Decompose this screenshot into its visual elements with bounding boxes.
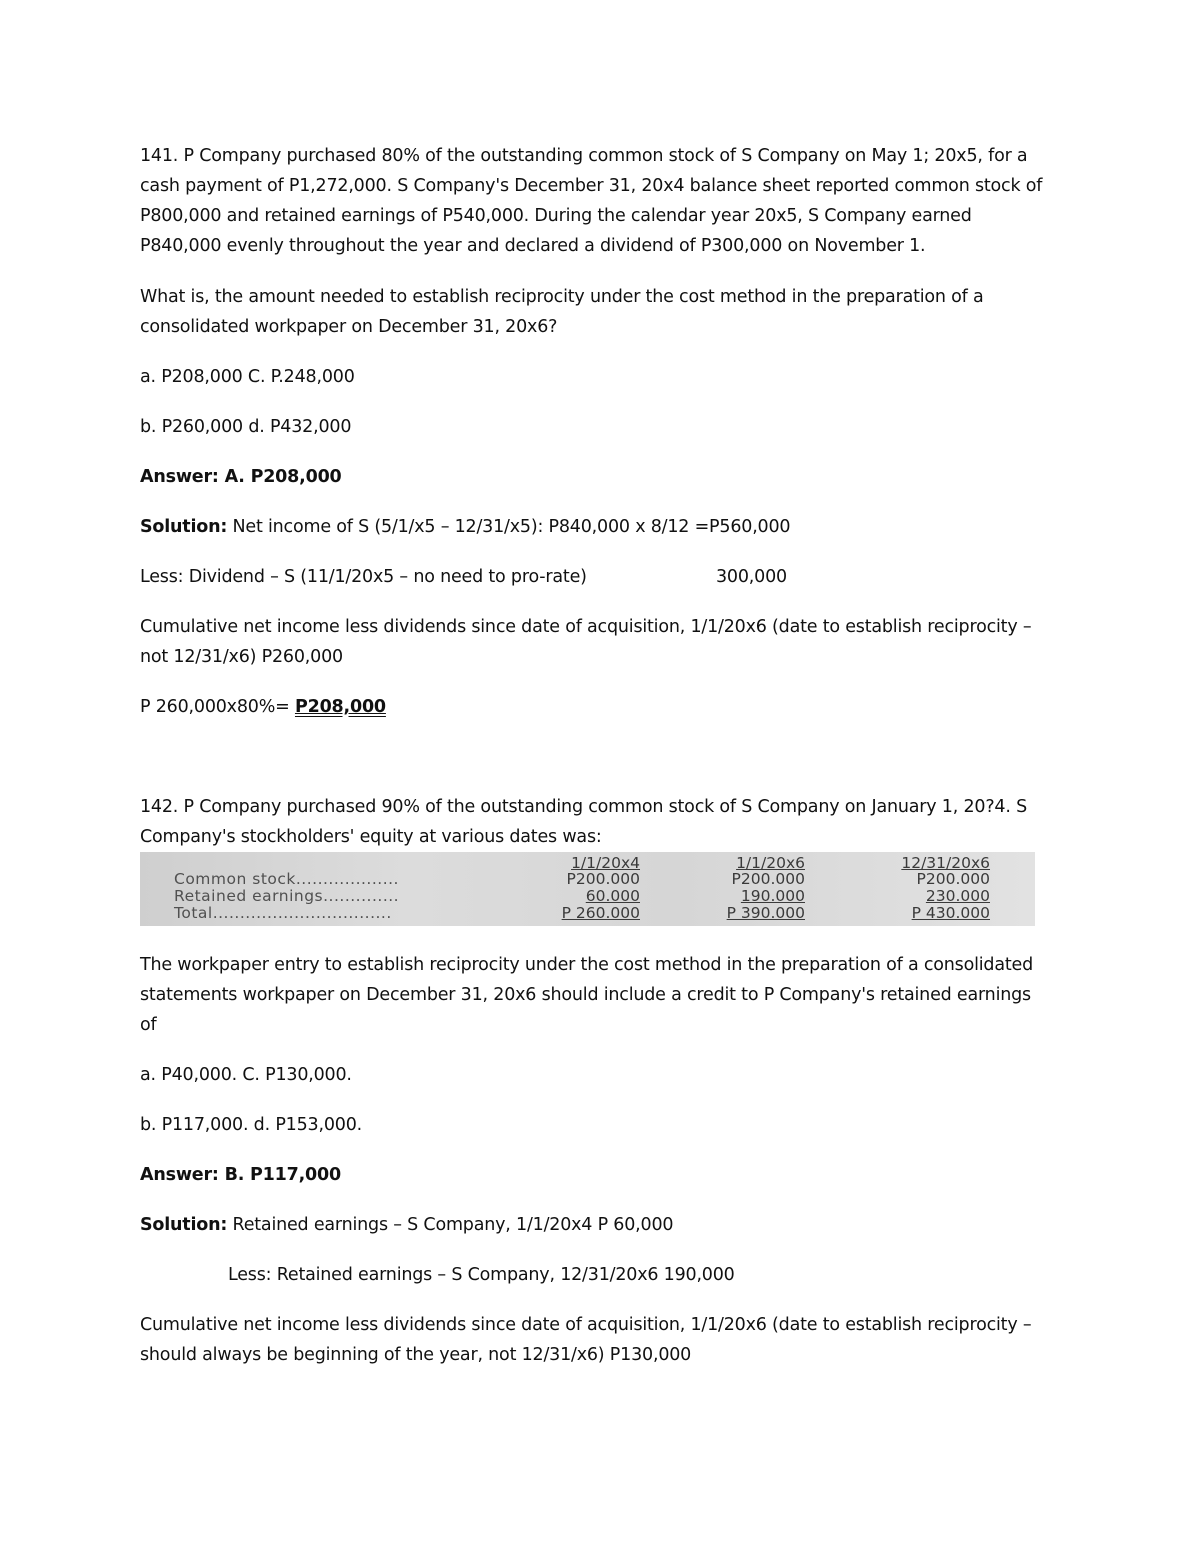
q142-line2: Company's stockholders' equity at various dates was: <box>140 827 602 847</box>
q141-solution-text: Net income of S (5/1/x5 – 12/31/x5): P840,000 x 8/12 =P560,000 <box>232 517 791 537</box>
equity-cell: 190.000 <box>740 887 805 905</box>
q142-choice-bd: b. P117,000. d. P153,000. <box>140 1115 362 1135</box>
q141-solution <box>140 512 1070 542</box>
q141-less-label: Less: Dividend – S (11/1/20x5 – no need to pro-rate) <box>140 567 587 587</box>
q141-calculation <box>140 692 1070 722</box>
q141-cumulative-line1: Cumulative net income less dividends since date of acquisition, 1/1/20x6 (date to establish reciprocity – <box>140 617 1032 637</box>
equity-cell: P200.000 <box>731 870 805 888</box>
q141-cumulative <box>140 612 1070 672</box>
equity-cell: P200.000 <box>566 870 640 888</box>
q142-solution <box>140 1210 1070 1240</box>
q142-choice-ac: a. P40,000. C. P130,000. <box>140 1065 352 1085</box>
q142-question-line1: The workpaper entry to establish reciprocity under the cost method in the preparation of a consolidated <box>140 955 1033 975</box>
equity-row-label: Total................................. <box>174 904 392 922</box>
q141-calc-prefix: P 260,000x80%= <box>140 697 295 717</box>
q141-less-dividend <box>140 562 1070 592</box>
equity-cell: P 260.000 <box>561 904 640 922</box>
equity-row-label: Common stock................... <box>174 870 399 888</box>
q142-less-line: Less: Retained earnings – S Company, 12/31/20x6 190,000 <box>228 1265 735 1285</box>
q142-cumulative <box>140 1310 1070 1370</box>
equity-table-row <box>140 887 1035 905</box>
equity-cell: 230.000 <box>925 887 990 905</box>
q141-choice-bd: b. P260,000 d. P432,000 <box>140 417 352 437</box>
q141-question-line1: What is, the amount needed to establish reciprocity under the cost method in the preparation of a <box>140 287 984 307</box>
q142-cumulative-line2: should always be beginning of the year, not 12/31/x6) P130,000 <box>140 1345 692 1365</box>
equity-row-label: Retained earnings.............. <box>174 887 400 905</box>
q142-question-line3: of <box>140 1015 157 1035</box>
q141-calc-result: P208,000 <box>294 697 386 717</box>
q141-solution-label: Solution: <box>140 517 228 537</box>
q142-cumulative-line1: Cumulative net income less dividends since date of acquisition, 1/1/20x6 (date to establish reciprocity – <box>140 1315 1032 1335</box>
q142-question-line2: statements workpaper on December 31, 20x6 should include a credit to P Company's retained earnings <box>140 985 1031 1005</box>
equity-table-scan <box>140 852 1035 926</box>
equity-cell: 60.000 <box>585 887 640 905</box>
equity-cell: P200.000 <box>916 870 990 888</box>
q141-less-amount: 300,000 <box>716 567 787 587</box>
q141-line3: P800,000 and retained earnings of P540,000. During the calendar year 20x5, S Company earned <box>140 206 972 226</box>
equity-table-row <box>140 904 1035 922</box>
q142-solution-label: Solution: <box>140 1215 228 1235</box>
equity-table-header: 1/1/20x6 <box>736 854 805 872</box>
q141-line4: P840,000 evenly throughout the year and declared a dividend of P300,000 on November 1. <box>140 236 926 256</box>
q142-line1: 142. P Company purchased 90% of the outstanding common stock of S Company on January 1, 20?4. S <box>140 797 1027 817</box>
equity-table-row <box>140 870 1035 888</box>
q141-statement <box>140 141 1070 261</box>
equity-table-header: 1/1/20x4 <box>571 854 640 872</box>
q141-line1: 141. P Company purchased 80% of the outstanding common stock of S Company on May 1; 20x5, for a <box>140 146 1028 166</box>
q141-choice-ac: a. P208,000 C. P.248,000 <box>140 367 355 387</box>
q141-answer: Answer: A. P208,000 <box>140 467 342 487</box>
equity-table-header: 12/31/20x6 <box>901 854 990 872</box>
q142-answer: Answer: B. P117,000 <box>140 1165 341 1185</box>
equity-cell: P 430.000 <box>911 904 990 922</box>
q141-cumulative-line2: not 12/31/x6) P260,000 <box>140 647 343 667</box>
q141-question-line2: consolidated workpaper on December 31, 20x6? <box>140 317 558 337</box>
q141-question <box>140 282 1070 342</box>
q142-solution-text: Retained earnings – S Company, 1/1/20x4 P 60,000 <box>232 1215 674 1235</box>
equity-cell: P 390.000 <box>726 904 805 922</box>
q141-line2: cash payment of P1,272,000. S Company's December 31, 20x4 balance sheet reported common stock of <box>140 176 1043 196</box>
q142-statement <box>140 792 1070 852</box>
q142-question <box>140 950 1070 1040</box>
